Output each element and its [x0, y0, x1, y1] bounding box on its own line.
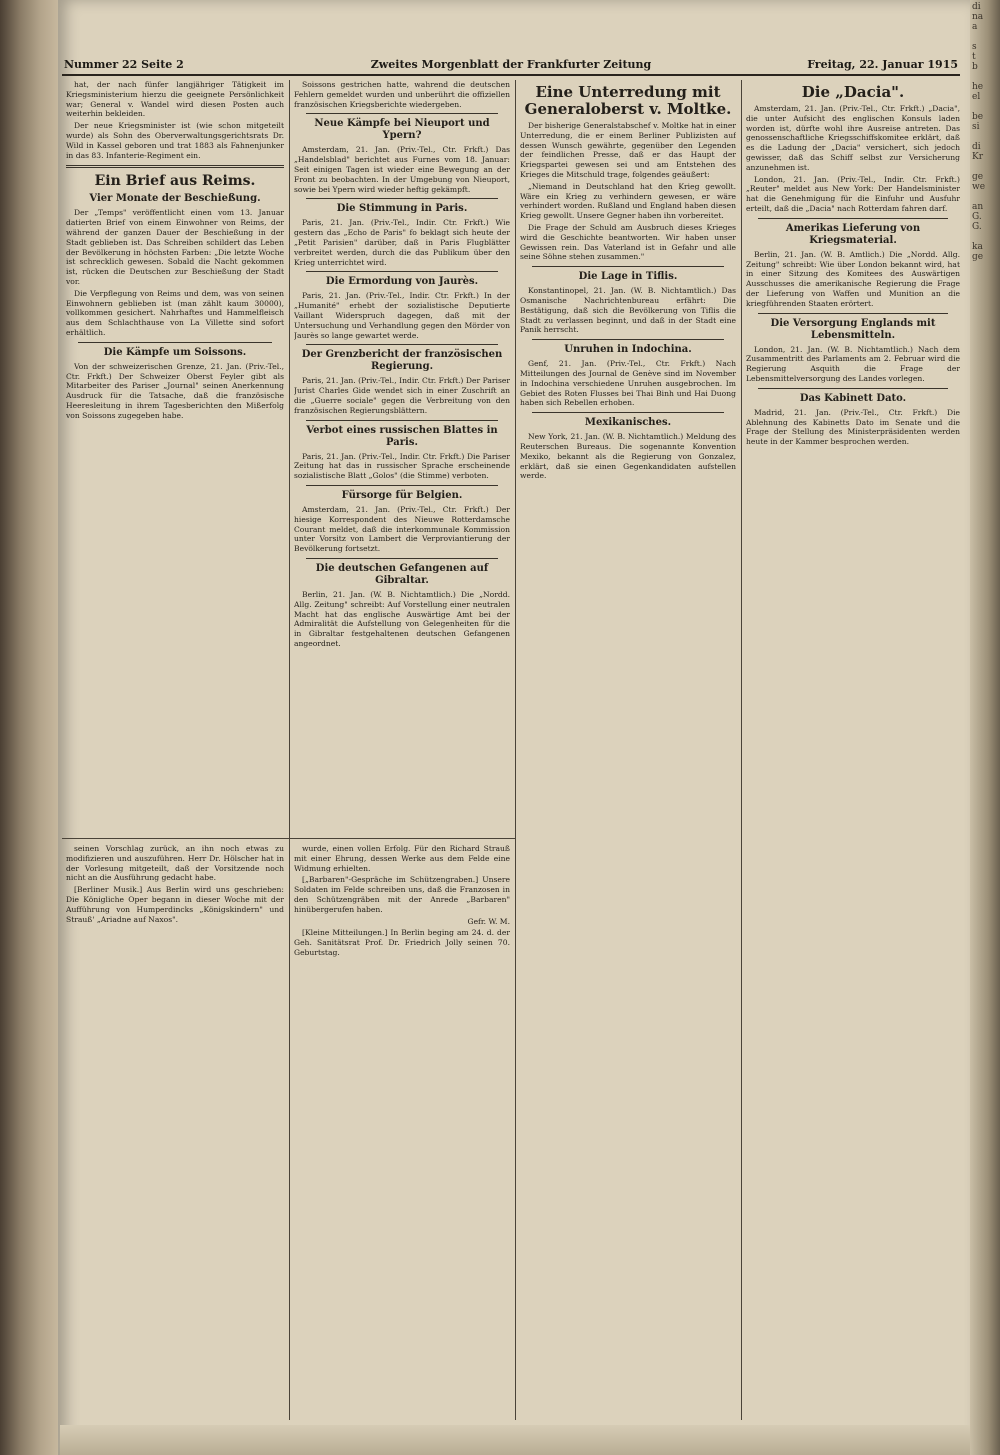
feuilleton-text: [„Barbaren"-Gespräche im Schützengraben.] Unsere Soldaten im Felde schreiben uns, daß die Franzosen in den Schützengräben mit der Anrede „Barbaren" hinübergerufen haben. [294, 875, 510, 914]
headline-jaures: Die Ermordung von Jaurès. [325, 276, 479, 288]
subheadline-reims: Vier Monate der Beschießung. [89, 193, 261, 205]
divider [306, 198, 498, 199]
feuilleton-text: wurde, einen vollen Erfolg. Für den Richard Strauß mit einer Ehrung, dessen Werke aus dem Felde eine Widmung erhielten. [294, 844, 510, 873]
book-binding [0, 0, 58, 1455]
article-text: Soissons gestrichen hatte, wahrend die deutschen Fehlern gemeldet wurden und unberührt die offiziellen französischen Kriegsberichte wiedergeben. [294, 80, 510, 109]
column-1 [66, 80, 284, 835]
headline-soissons: Die Kämpfe um Soissons. [103, 346, 247, 358]
feuilleton-text: [Berliner Musik.] Aus Berlin wird uns geschrieben: Die Königliche Oper begann in dieser Woche mit der Aufführung von Humperdincks „Königskindern" und Strauß' „Ariadne auf Naxos". [66, 885, 284, 924]
article-text: Berlin, 21. Jan. (W. B. Amtlich.) Die „Nordd. Allg. Zeitung" schreibt: Wie über London bekannt wird, hat in einer Sitzung des Komitees des Auswärtigen Ausschusses die amerikanische Regierung die Frage der Lieferung von Waffen und Munition an die kriegführenden Staaten erörtert. [746, 249, 960, 308]
divider [758, 388, 948, 389]
divider [306, 558, 498, 559]
headline-mexiko: Mexikanisches. [584, 417, 672, 429]
article-text: Madrid, 21. Jan. (Priv.-Tel., Ctr. Frkft.) Die Ablehnung des Kabinetts Dato im Senate und die Frage der Stellung des Ministerpräsidenten werden heute in der Kammer besprochen werden. [746, 407, 960, 447]
section-divider [62, 838, 515, 839]
divider [78, 342, 272, 343]
feuilleton-signature: Gefr. W. M. [467, 916, 510, 926]
headline-moltke: Eine Unterredung mit Generaloberst v. Moltke. [524, 83, 732, 118]
article-text: Konstantinopel, 21. Jan. (W. B. Nichtamtlich.) Das Osmanische Nachrichtenbureau erfährt: Die Bestätigung, daß sich die Bevölkerung von Tiflis die Stadt zu verlassen beginnt, und daß in der Stadt eine Panik herrscht. [520, 286, 736, 335]
article-text: London, 21. Jan. (Priv.-Tel., Indir. Ctr. Frkft.) „Reuter" meldet aus New York: Der Handelsminister hat die Genehmigung für die Einfuhr und Ausfuhr erteilt, daß die „Dacia" nach Rotterdam fahren darf. [746, 174, 960, 213]
article-text: Amsterdam, 21. Jan. (Priv.-Tel., Ctr. Frkft.) Der hiesige Korrespondent des Nieuwe Rotterdamsche Courant meldet, daß die interkommunale Kommission unter Vorsitz von Lambert die Verproviantierung der Bevölkerung fortsetzt. [294, 504, 510, 554]
feuilleton-column-1 [66, 844, 284, 1419]
article-text: Amsterdam, 21. Jan. (Priv.-Tel., Ctr. Frkft.) Das „Handelsblad" berichtet aus Furnes vom 18. Januar: Seit einigen Tagen ist wieder eine Bewegung an der Front zu beobachten. In der Umgebung von Nieuport, sowie bei Ypern wird wieder heftig gekämpft. [294, 145, 510, 194]
article-text: Der bisherige Generalstabschef v. Moltke hat in einer Unterredung, die er einem Berliner Publizisten auf dessen Wunsch gewährte, gegenüber den Legenden der feindlichen Presse, daß er das Haupt der Kriegspartei gewesen sei und am Entstehen des Krieges die Mitschuld trage, folgendes geäußert: [520, 121, 736, 179]
column-3 [520, 80, 736, 1420]
page-bottom-fold [60, 1425, 970, 1455]
headline-dacia: Die „Dacia". [801, 83, 905, 101]
article-text: New York, 21. Jan. (W. B. Nichtamtlich.) Meldung des Reuterschen Bureaus. Die sogenannte Konvention Mexiko, bekannt als die Regierung von Gonzalez, erklärt, daß sie einen Gegenkandidaten aufstellen werde. [520, 432, 736, 481]
divider [306, 271, 498, 272]
headline-gibraltar: Die deutschen Gefangenen auf Gibraltar. [315, 562, 489, 586]
issue-date: Freitag, 22. Januar 1915 [807, 58, 958, 71]
article-text: Berlin, 21. Jan. (W. B. Nichtamtlich.) Die „Nordd. Allg. Zeitung" schreibt: Auf Vorstellung einer neutralen Macht hat das englische Auswärtige Amt bei der Admiralität die Aufstellung von Gelegenheiten für die in Gibraltar festgehaltenen deutschen Gefangenen angeordnet. [294, 589, 510, 648]
feuilleton-text: seinen Vorschlag zurück, an ihn noch etwas zu modifizieren und auszuführen. Herr Dr. Hölscher hat in der Vorlesung mitgeteilt, daß der Vorsitzende noch nicht an die Ausführung gedacht habe. [66, 844, 284, 883]
headline-indochina: Unruhen in Indochina. [564, 344, 692, 356]
divider [532, 339, 724, 340]
headline-kabinett: Das Kabinett Dato. [799, 392, 907, 404]
headline-nieuport: Neue Kämpfe bei Nieuport und Ypern? [314, 118, 490, 142]
headline-belgien: Fürsorge für Belgien. [341, 489, 463, 501]
page-number: Nummer 22 Seite 2 [64, 58, 184, 71]
headline-reims: Ein Brief aus Reims. [94, 173, 256, 190]
next-page-edge: di na a s t b he el be si di Kr ge we an G. G. ka ge [970, 0, 1000, 1455]
divider [306, 420, 498, 421]
headline-amerika: Amerikas Lieferung von Kriegsmaterial. [785, 222, 921, 246]
masthead [62, 58, 960, 76]
article-text: Genf, 21. Jan. (Priv.-Tel., Ctr. Frkft.) Nach Mitteilungen des Journal de Genève sind im November in Indochina verschiedene Unruhen ausgebrochen. Im Gebiet des Roten Flusses bei Thai Binh und Hai Duong haben sich Rebellen erhoben. [520, 359, 736, 408]
column-rule [741, 80, 742, 1420]
column-rule [289, 80, 290, 1420]
divider [532, 266, 724, 267]
article-text: Der neue Kriegsminister ist (wie schon mitgeteilt wurde) als Sohn des Oberverwaltungsgerichtsrats Dr. Wild in Kassel geboren und trat 1883 als Fahnenjunker in das 83. Infanterie-Regiment ein. [66, 121, 284, 160]
divider [532, 412, 724, 413]
column-4 [746, 80, 960, 1420]
article-text: Die Frage der Schuld am Ausbruch dieses Krieges wird die Geschichte beantworten. Wir haben unser Gewissen rein. Das Vaterland ist in Gefahr und alle seine Söhne stehen zusammen." [520, 222, 736, 262]
article-text: Paris, 21. Jan. (Priv.-Tel., Indir. Ctr. Frkft.) Wie gestern das „Echo de Paris" fo beklagt sich heute der „Petit Parisien" darüber, daß in Paris Flugblätter verbreitet werden, durch die das Publikum über den Krieg unterrichtet wird. [294, 218, 510, 267]
feuilleton-text: [Kleine Mitteilungen.] In Berlin beging am 24. d. der Geh. Sanitätsrat Prof. Dr. Friedrich Jolly seinen 70. Geburtstag. [294, 928, 510, 957]
headline-versorgung: Die Versorgung Englands mit Lebensmitteln. [770, 317, 936, 341]
article-text: „Niemand in Deutschland hat den Krieg gewollt. Wäre ein Krieg zu verhindern gewesen, er wäre verhindert worden. Rußland und England haben diesen Krieg gewollt. Unsere Gegner haben ihn vorbereitet. [520, 181, 736, 221]
article-text: Amsterdam, 21. Jan. (Priv.-Tel., Ctr. Frkft.) „Dacia", die unter Aufsicht des englischen Konsuls laden worden ist, dürfte wohl ihre Ausreise antreten. Das genossenschaftliche Kriegsschiffskomitee erklärt, daß es die Ladung der „Dacia" versichert, sich jedoch gewisser, daß das Schiff selbst zur Versicherung anzunehmen ist. [746, 104, 960, 172]
headline-tiflis: Die Lage in Tiflis. [578, 271, 678, 283]
divider [758, 218, 948, 219]
article-text: Paris, 21. Jan. (Priv.-Tel., Indir. Ctr. Frkft.) Der Pariser Jurist Charles Gide wendet sich in einer Zuschrift an die „Guerre sociale" gegen die Verbreitung von den französischen Regierungsblättern. [294, 376, 510, 415]
column-2 [294, 80, 510, 835]
headline-paris: Die Stimmung in Paris. [336, 203, 468, 215]
divider [306, 344, 498, 345]
feuilleton-column-2 [294, 844, 510, 1419]
divider [758, 313, 948, 314]
divider [66, 165, 284, 168]
article-text: Paris, 21. Jan. (Priv.-Tel., Indir. Ctr. Frkft.) In der „Humanité" erhebt der sozialistische Deputierte Vaillant Widerspruch dagegen, daß mit der Untersuchung und Verhandlung gegen den Mörder von Jaurès so lange gewartet werde. [294, 291, 510, 340]
article-text: Die Verpflegung von Reims und dem, was von seinen Einwohnern geblieben ist (man zählt kaum 30000), vollkommen gesichert. Nahrhaftes und Hammelfleisch aus dem Schlachthause von La Villette sind sofort erhältlich. [66, 288, 284, 337]
article-text: Der „Temps" veröffentlicht einen vom 13. Januar datierten Brief von einem Einwohner von Reims, der während der ganzen Dauer der Beschießung in der Stadt geblieben ist. Das Schreiben schildert das Leben der Bevölkerung in höchsten Farben: „Die letzte Woche ist schrecklich gewesen. Sobald die Nacht gekommen ist, rücken die Deutschen zur Beschießung der Stadt vor. [66, 208, 284, 286]
headline-grenzbericht: Der Grenzbericht der französischen Regierung. [301, 349, 503, 373]
article-text: Paris, 21. Jan. (Priv.-Tel., Indir. Ctr. Frkft.) Die Pariser Zeitung hat das in russischer Sprache erscheinende sozialistische Blatt „Golos" (die Stimme) verboten. [294, 451, 510, 481]
article-text: hat, der nach fünfer langjähriger Tätigkeit im Kriegsministerium hierzu die geeignete Persönlichkeit war; General v. Wandel wird diesen Posten auch weiterhin bekleiden. [66, 80, 284, 119]
newspaper-title: Zweites Morgenblatt der Frankfurter Zeitung [370, 58, 652, 71]
divider [306, 113, 498, 114]
article-text: Von der schweizerischen Grenze, 21. Jan. (Priv.-Tel., Ctr. Frkft.) Der Schweizer Oberst Feyler gibt als Mitarbeiter des Pariser „Journal" seinen Anerkennung Ausdruck für die Tatsache, daß die französische Heeresleitung in ihrem Tagesberichten den Mißerfolg von Soissons zugegeben habe. [66, 361, 284, 420]
column-rule [515, 80, 516, 1420]
article-text: London, 21. Jan. (W. B. Nichtamtlich.) Nach dem Zusammentritt des Parlaments am 2. Februar wird die Regierung Asquith die Frage der Lebensmittelversorgung des Landes vorlegen. [746, 344, 960, 383]
headline-verbot: Verbot eines russischen Blattes in Paris. [306, 424, 498, 448]
divider [306, 485, 498, 486]
